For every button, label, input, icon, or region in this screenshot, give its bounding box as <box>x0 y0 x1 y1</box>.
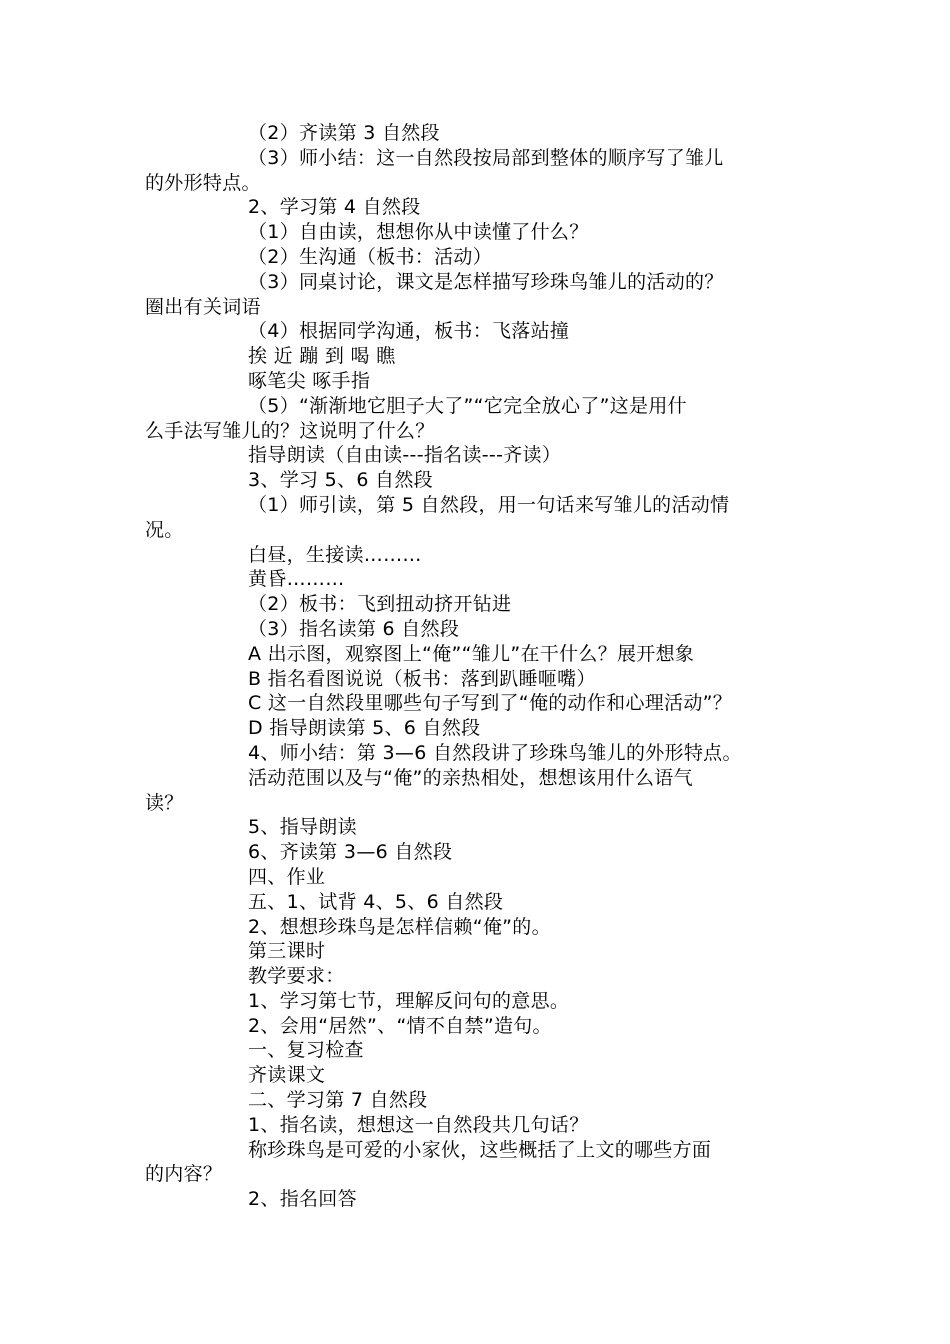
text-line: 教学要求： <box>248 965 345 988</box>
text-line: D 指导朗读第 5、6 自然段 <box>248 717 481 740</box>
text-line: 4、师小结：第 3—6 自然段讲了珍珠鸟雏儿的外形特点。 <box>248 741 742 764</box>
text-line: 齐读课文 <box>248 1064 326 1087</box>
text-line: 1、学习第七节，理解反问句的意思。 <box>248 989 570 1012</box>
text-line: （3）师小结：这一自然段按局部到整体的顺序写了雏儿 <box>248 146 724 169</box>
text-line: 读？ <box>145 791 184 814</box>
text-line: （1）自由读，想想你从中读懂了什么？ <box>248 221 589 244</box>
text-line: 2、会用“居然”、“情不自禁”造句。 <box>248 1014 552 1037</box>
section-heading: 第三课时 <box>248 940 326 963</box>
text-line: 指导朗读（自由读---指名读---齐读） <box>248 444 562 467</box>
text-line: （1）师引读，第 5 自然段，用一句话来写雏儿的活动情 <box>248 493 730 516</box>
section-heading: 一、复习检查 <box>248 1039 364 1062</box>
text-line: 况。 <box>145 518 184 541</box>
text-line: A 出示图，观察图上“俺”“雏儿”在干什么？展开想象 <box>248 642 695 665</box>
text-line: 黄昏……… <box>248 568 345 591</box>
text-line: （2）齐读第 3 自然段 <box>248 122 440 144</box>
text-line: 圈出有关词语 <box>145 295 261 318</box>
text-line: 5、指导朗读 <box>248 816 357 839</box>
text-line: 五、1、试背 4、5、6 自然段 <box>248 890 504 913</box>
text-line: （3）指名读第 6 自然段 <box>248 617 460 640</box>
section-heading: 二、学习第 7 自然段 <box>248 1089 428 1112</box>
text-line: （2）板书：飞到扭动挤开钻进 <box>248 593 512 616</box>
text-line: 2、想想珍珠鸟是怎样信赖“俺”的。 <box>248 915 551 938</box>
section-heading: 3、学习 5、6 自然段 <box>248 469 433 492</box>
text-line: 的外形特点。 <box>145 171 261 194</box>
text-line: 挨 近 蹦 到 喝 瞧 <box>248 345 396 368</box>
text-line: 啄笔尖 啄手指 <box>248 369 371 392</box>
section-heading: 四、作业 <box>248 865 326 888</box>
text-line: 称珍珠鸟是可爱的小家伙，这些概括了上文的哪些方面 <box>248 1138 712 1161</box>
text-line: （3）同桌讨论，课文是怎样描写珍珠鸟雏儿的活动的？ <box>248 270 724 293</box>
text-line: 活动范围以及与“俺”的亲热相处，想想该用什么语气 <box>248 766 693 789</box>
text-line: B 指名看图说说（板书：落到趴睡咂嘴） <box>248 667 596 690</box>
text-line: 的内容？ <box>145 1163 223 1186</box>
text-line: 白昼，生接读……… <box>248 543 422 566</box>
text-line: 1、指名读，想想这一自然段共几句话？ <box>248 1113 589 1136</box>
section-heading: 2、学习第 4 自然段 <box>248 196 421 219</box>
document-page <box>0 121 950 1212</box>
text-line: 6、齐读第 3—6 自然段 <box>248 841 453 864</box>
text-line: 么手法写雏儿的？这说明了什么？ <box>145 419 435 442</box>
text-line: 2、指名回答 <box>248 1188 357 1211</box>
text-line: C 这一自然段里哪些句子写到了“俺的动作和心理活动”？ <box>248 692 733 715</box>
text-line: （5）“渐渐地它胆子大了”“它完全放心了”这是用什 <box>248 394 687 417</box>
text-line: （4）根据同学沟通，板书：飞落站撞 <box>248 320 570 343</box>
text-line: （2）生沟通（板书：活动） <box>248 245 492 268</box>
